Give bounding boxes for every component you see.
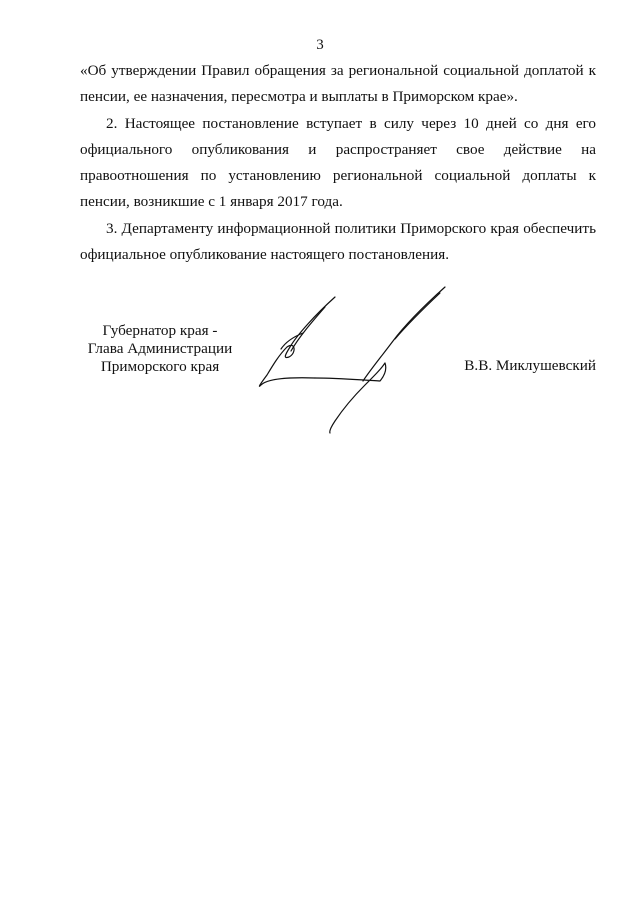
signer-title	[80, 322, 240, 376]
signer-name: В.В. Миклушевский	[464, 357, 596, 374]
page-number: 3	[316, 37, 324, 53]
paragraph-quote: «Об утверждении Правил обращения за региональной социальной доплатой к пенсии, ее назначения, пересмотра и выплаты в Приморском крае».	[80, 62, 596, 105]
signer-title-line-2: Глава Администрации	[87, 340, 233, 357]
handwritten-signature	[245, 285, 460, 435]
paragraph-item-3: 3. Департаменту информационной политики Приморского края обеспечить официальное опубликование настоящего постановления.	[80, 220, 596, 263]
paragraph-item-2: 2. Настоящее постановление вступает в силу через 10 дней со дня его официального опубликования и распространяет свое действие на правоотношения по установлению региональной социальной доплаты к пенсии, возникшие с 1 января 2017 года.	[80, 115, 596, 210]
signer-title-line-1: Губернатор края -	[102, 322, 218, 339]
signer-title-line-3: Приморского края	[100, 358, 220, 375]
